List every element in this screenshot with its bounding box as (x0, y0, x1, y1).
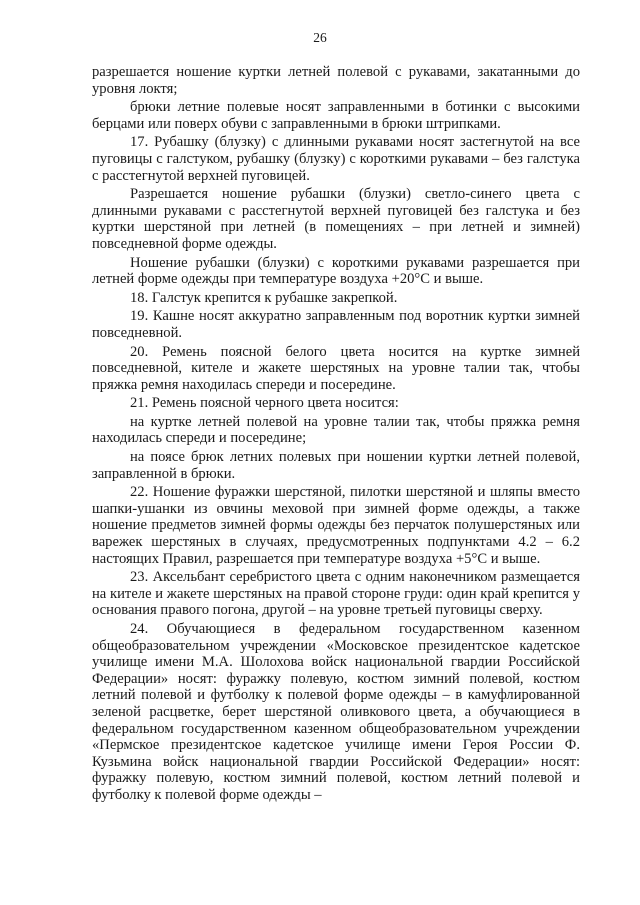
paragraph-23: 23. Аксельбант серебристого цвета с одним наконечником размещается на кителе и жакете шерстяных на правой стороне груди: один край крепится у основания правого погона, другой – на уровне третьей пуговицы сверху. (92, 569, 580, 619)
paragraph-24: 24. Обучающиеся в федеральном государственном казенном общеобразовательном учреждении «Московское президентское кадетское училище имени М.А. Шолохова войск национальной гвардии Российской Федерации» носят: фуражку полевую, костюм зимний полевой, костюм летний полевой и футболку к полевой форме одежды – в камуфлированной зеленой расцветке, берет шерстяной оливкового цвета, а обучающиеся в федеральном государственном казенном общеобразовательном учреждении «Пермское президентское кадетское училище имени Героя России Ф. Кузьмина войск национальной гвардии Российской Федерации» носят: фуражку полевую, костюм зимний полевой, костюм летний полевой и футболку к полевой форме одежды – (92, 621, 580, 803)
paragraph-21-item-2: на поясе брюк летних полевых при ношении куртки летней полевой, заправленной в брюки. (92, 449, 580, 482)
paragraph-22: 22. Ношение фуражки шерстяной, пилотки шерстяной и шляпы вместо шапки-ушанки из овчины меховой при зимней форме одежды, а также ношение предметов зимней формы одежды без перчаток полушерстяных или варежек шерстяных в случаях, предусмотренных подпунктами 4.2 – 6.2 настоящих Правил, разрешается при температуре воздуха +5°С и выше. (92, 484, 580, 567)
page-number: 26 (313, 30, 327, 45)
paragraph-short-sleeves: Ношение рубашки (блузки) с короткими рукавами разрешается при летней форме одежды при температуре воздуха +20°С и выше. (92, 254, 580, 288)
paragraph-17: 17. Рубашку (блузку) с длинными рукавами носят застегнутой на все пуговицы с галстуком, рубашку (блузку) с короткими рукавами – без галстука с расстегнутой верхней пуговицей. (92, 134, 580, 184)
paragraph-21-item-1: на куртке летней полевой на уровне талии так, чтобы пряжка ремня находилась спереди и посередине; (92, 413, 580, 447)
document-body (92, 64, 580, 806)
paragraph-shirt-light-blue: Разрешается ношение рубашки (блузки) светло-синего цвета с длинными рукавами с расстегнутой верхней пуговицей без галстука и без куртки шерстяной при летней (в помещениях – при летней и зимней) повседневной форме одежды. (92, 186, 580, 252)
paragraph-19: 19. Кашне носят аккуратно заправленным под воротник куртки зимней повседневной. (92, 308, 580, 341)
paragraph-continuation: разрешается ношение куртки летней полевой с рукавами, закатанными до уровня локтя; (92, 64, 580, 97)
paragraph-trousers: брюки летние полевые носят заправленными в ботинки с высокими берцами или поверх обуви с заправленными в брюки штрипками. (92, 99, 580, 132)
paragraph-20: 20. Ремень поясной белого цвета носится на куртке зимней повседневной, кителе и жакете шерстяных на уровне талии так, чтобы пряжка ремня находилась спереди и посередине. (92, 343, 580, 393)
paragraph-21: 21. Ремень поясной черного цвета носится: (130, 395, 399, 412)
paragraph-18: 18. Галстук крепится к рубашке закрепкой. (130, 289, 398, 306)
